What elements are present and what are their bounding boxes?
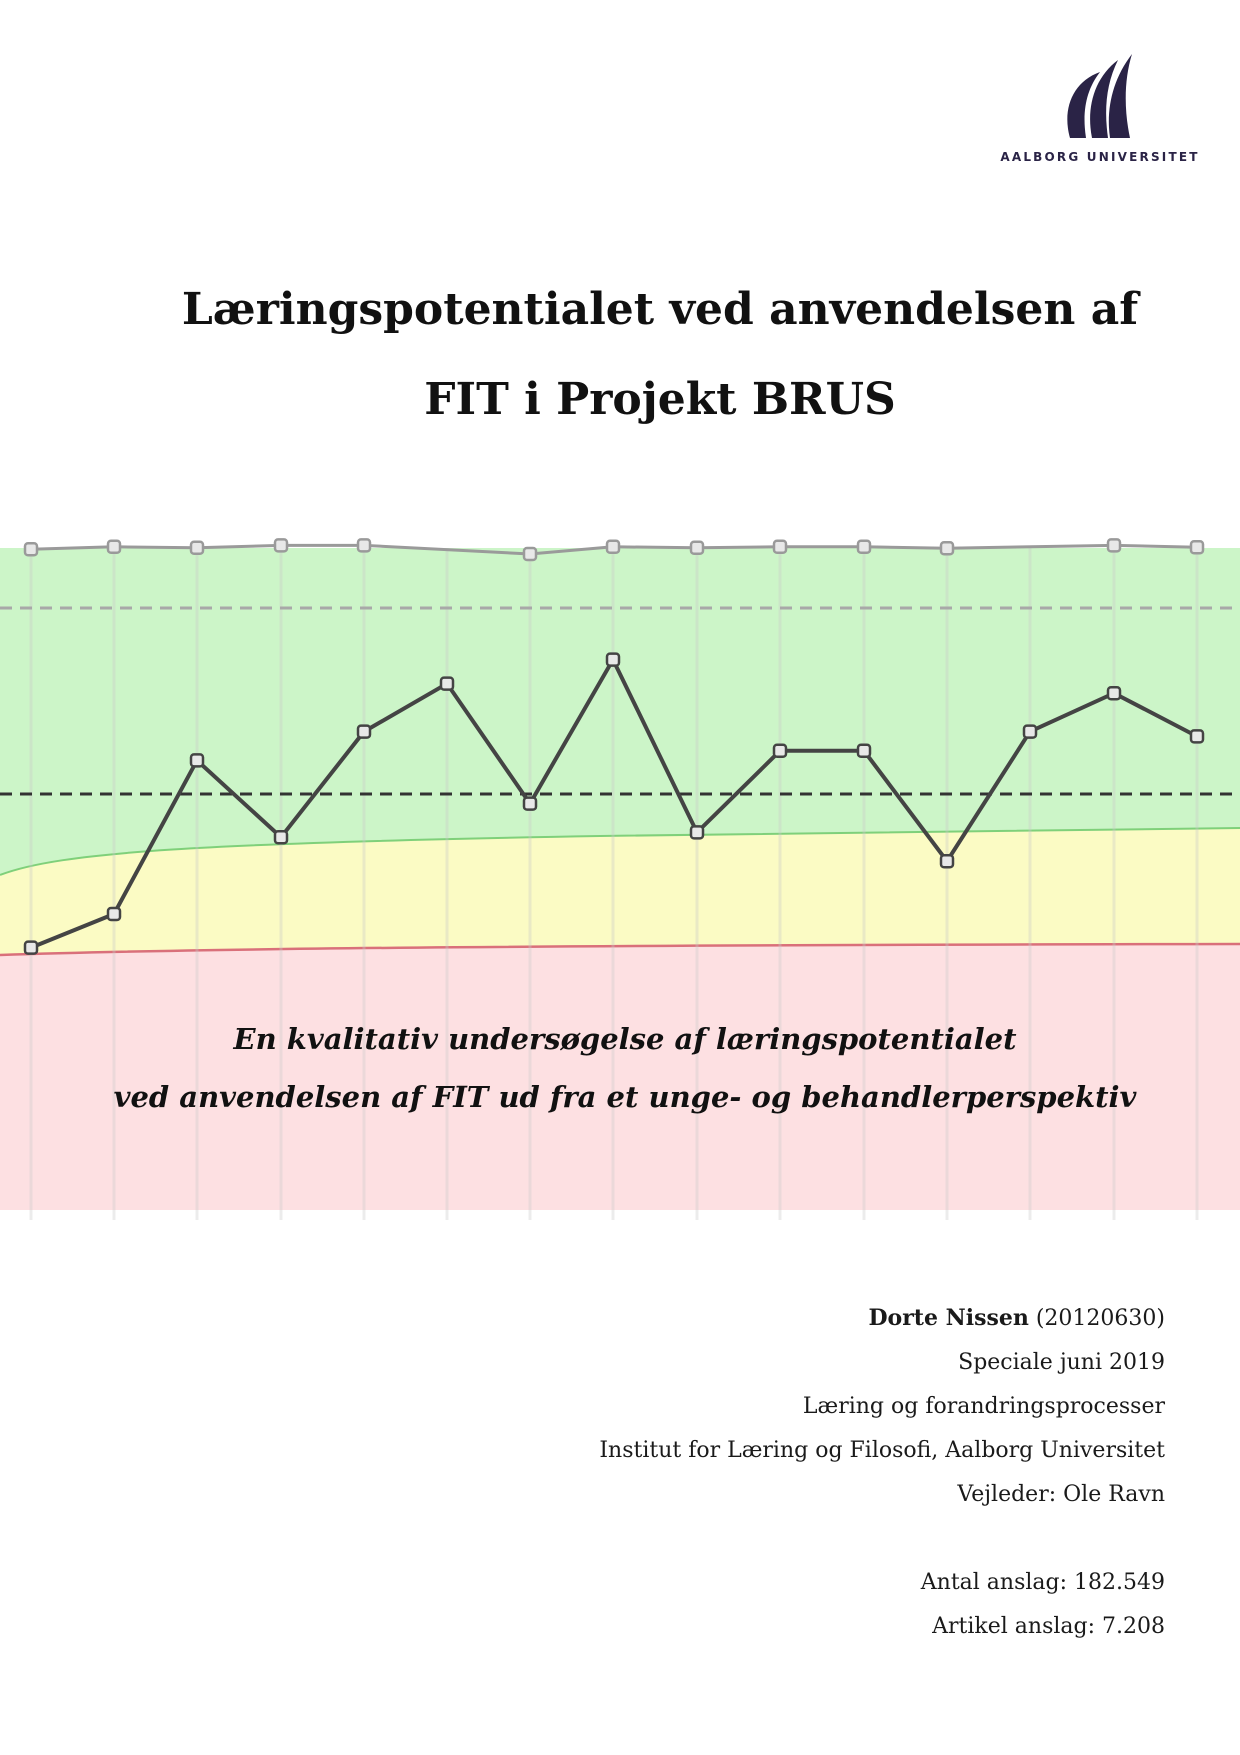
data-point [1191, 730, 1203, 742]
data-point [275, 831, 287, 843]
data-point [858, 541, 870, 553]
data-point [108, 541, 120, 553]
aalborg-university-logo-icon [1062, 50, 1138, 140]
page-title [120, 265, 1200, 445]
thesis-info [405, 1296, 1165, 1649]
background-chart [0, 530, 1240, 1240]
data-point [191, 754, 203, 766]
university-logo [990, 50, 1210, 170]
data-point [774, 745, 786, 757]
character-count: Antal anslag: 182.549 [920, 1570, 1165, 1595]
title-line-2: FIT i Projekt BRUS [424, 374, 896, 425]
program-name: Læring og forandringsprocesser [802, 1394, 1165, 1419]
data-point [524, 548, 536, 560]
subtitle [100, 1010, 1150, 1126]
data-point [25, 942, 37, 954]
supervisor: Vejleder: Ole Ravn [957, 1482, 1165, 1507]
data-point [941, 542, 953, 554]
data-point [607, 541, 619, 553]
data-point [108, 908, 120, 920]
student-number: (20120630) [1035, 1306, 1165, 1331]
data-point [607, 654, 619, 666]
data-point [941, 855, 953, 867]
logo-text: AALBORG UNIVERSITET [1000, 150, 1200, 164]
data-point [1024, 726, 1036, 738]
data-point [1108, 687, 1120, 699]
data-point [774, 541, 786, 553]
spacer [405, 1517, 1165, 1561]
data-point [358, 539, 370, 551]
data-point [358, 726, 370, 738]
data-point [275, 539, 287, 551]
article-count: Artikel anslag: 7.208 [932, 1614, 1165, 1639]
data-point [25, 543, 37, 555]
author-line [405, 1296, 1165, 1341]
institute-name: Institut for Læring og Filosofi, Aalborg Universitet [599, 1438, 1165, 1463]
data-point [858, 745, 870, 757]
data-point [524, 798, 536, 810]
zone-green [0, 548, 1240, 875]
author-name: Dorte Nissen [868, 1305, 1029, 1331]
data-point [191, 542, 203, 554]
subtitle-line-2: ved anvendelsen af FIT ud fra et unge- og behandlerperspektiv [113, 1080, 1137, 1114]
data-point [691, 542, 703, 554]
data-point [1191, 541, 1203, 553]
subtitle-line-1: En kvalitativ undersøgelse af læringspotentialet [233, 1022, 1017, 1056]
title-line-1: Læringspotentialet ved anvendelsen af [181, 284, 1139, 335]
data-point [691, 826, 703, 838]
data-point [1108, 539, 1120, 551]
thesis-date: Speciale juni 2019 [958, 1350, 1165, 1375]
data-point [441, 678, 453, 690]
